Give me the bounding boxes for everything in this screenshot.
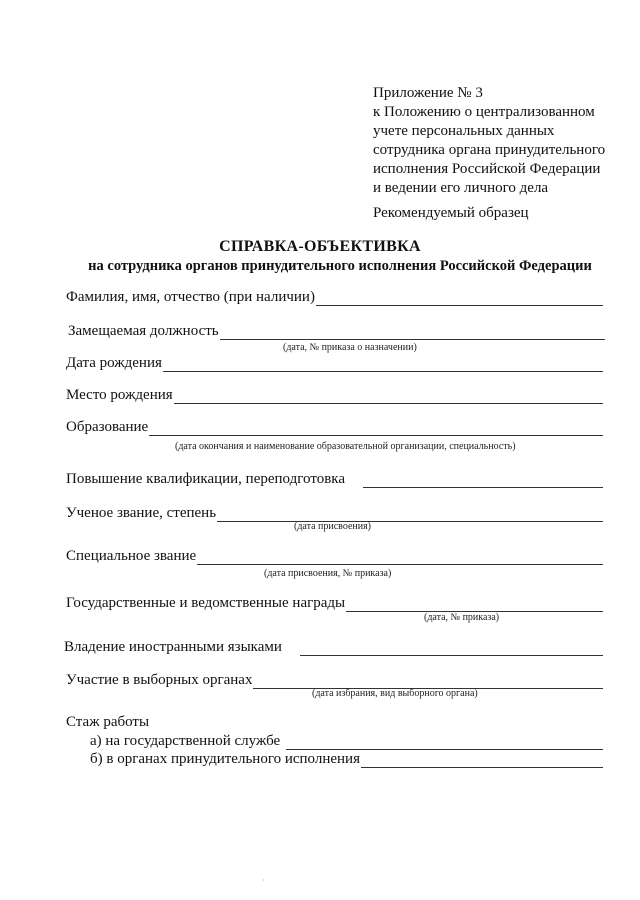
experience-a-row [90, 732, 603, 750]
education-row [66, 418, 603, 436]
fio-field[interactable] [316, 291, 603, 306]
position-hint: (дата, № приказа о назначении) [283, 342, 417, 353]
birth-date-label: Дата рождения [66, 355, 162, 371]
elected-hint: (дата избрания, вид выборного органа) [312, 688, 478, 699]
languages-row [64, 638, 603, 656]
fio-label: Фамилия, имя, отчество (при наличии) [66, 289, 315, 305]
special-rank-label: Специальное звание [66, 548, 197, 564]
elected-field[interactable] [253, 674, 603, 689]
birth-place-row [66, 386, 603, 404]
degree-row [66, 504, 603, 522]
appendix-line: к Положению о централизованном [373, 104, 595, 120]
position-field[interactable] [220, 325, 605, 340]
special-rank-row [66, 547, 603, 565]
degree-hint: (дата присвоения) [294, 521, 372, 532]
experience-label: Стаж работы [66, 714, 150, 730]
experience-a-label: а) на государственной службе [90, 733, 281, 749]
appendix-line: и ведении его личного дела [373, 180, 549, 196]
appendix-header [373, 84, 623, 198]
birth-place-field[interactable] [174, 389, 603, 404]
birth-date-field[interactable] [163, 357, 603, 372]
awards-field[interactable] [346, 597, 603, 612]
education-label: Образование [66, 419, 149, 435]
languages-label: Владение иностранными языками [64, 639, 282, 655]
position-row [68, 322, 605, 340]
languages-field[interactable] [300, 641, 603, 656]
appendix-line: учете персональных данных [373, 123, 555, 139]
degree-label: Ученое звание, степень [66, 505, 217, 521]
experience-heading-row [66, 713, 603, 731]
document-title: СПРАВКА-ОБЪЕКТИВКА [219, 238, 421, 255]
birth-place-label: Место рождения [66, 387, 173, 403]
experience-b-row [90, 750, 603, 768]
qualification-field[interactable] [363, 473, 603, 488]
birth-date-row [66, 354, 603, 372]
recommended-sample-label: Рекомендуемый образец [373, 205, 529, 221]
position-label: Замещаемая должность [68, 323, 219, 339]
appendix-line: исполнения Российской Федерации [373, 161, 601, 177]
experience-b-label: б) в органах принудительного исполнения [90, 751, 360, 767]
education-field[interactable] [149, 421, 603, 436]
experience-a-field[interactable] [286, 735, 603, 750]
appendix-line: сотрудника органа принудительного [373, 142, 606, 158]
awards-row [66, 594, 603, 612]
document-subtitle: на сотрудника органов принудительного исполнения Российской Федерации [88, 258, 592, 274]
education-hint: (дата окончания и наименование образовательной организации, специальность) [175, 441, 516, 452]
elected-label: Участие в выборных органах [66, 672, 253, 688]
appendix-line: Приложение № 3 [373, 85, 483, 101]
experience-b-field[interactable] [361, 753, 603, 768]
awards-label: Государственные и ведомственные награды [66, 595, 346, 611]
fio-row [66, 288, 603, 306]
degree-field[interactable] [217, 507, 603, 522]
scan-speck: · [262, 876, 265, 885]
awards-hint: (дата, № приказа) [424, 612, 500, 623]
qualification-row [66, 470, 603, 488]
qualification-label: Повышение квалификации, переподготовка [66, 471, 345, 487]
special-rank-field[interactable] [197, 550, 603, 565]
elected-row [66, 671, 603, 689]
special-rank-hint: (дата присвоения, № приказа) [264, 568, 392, 579]
